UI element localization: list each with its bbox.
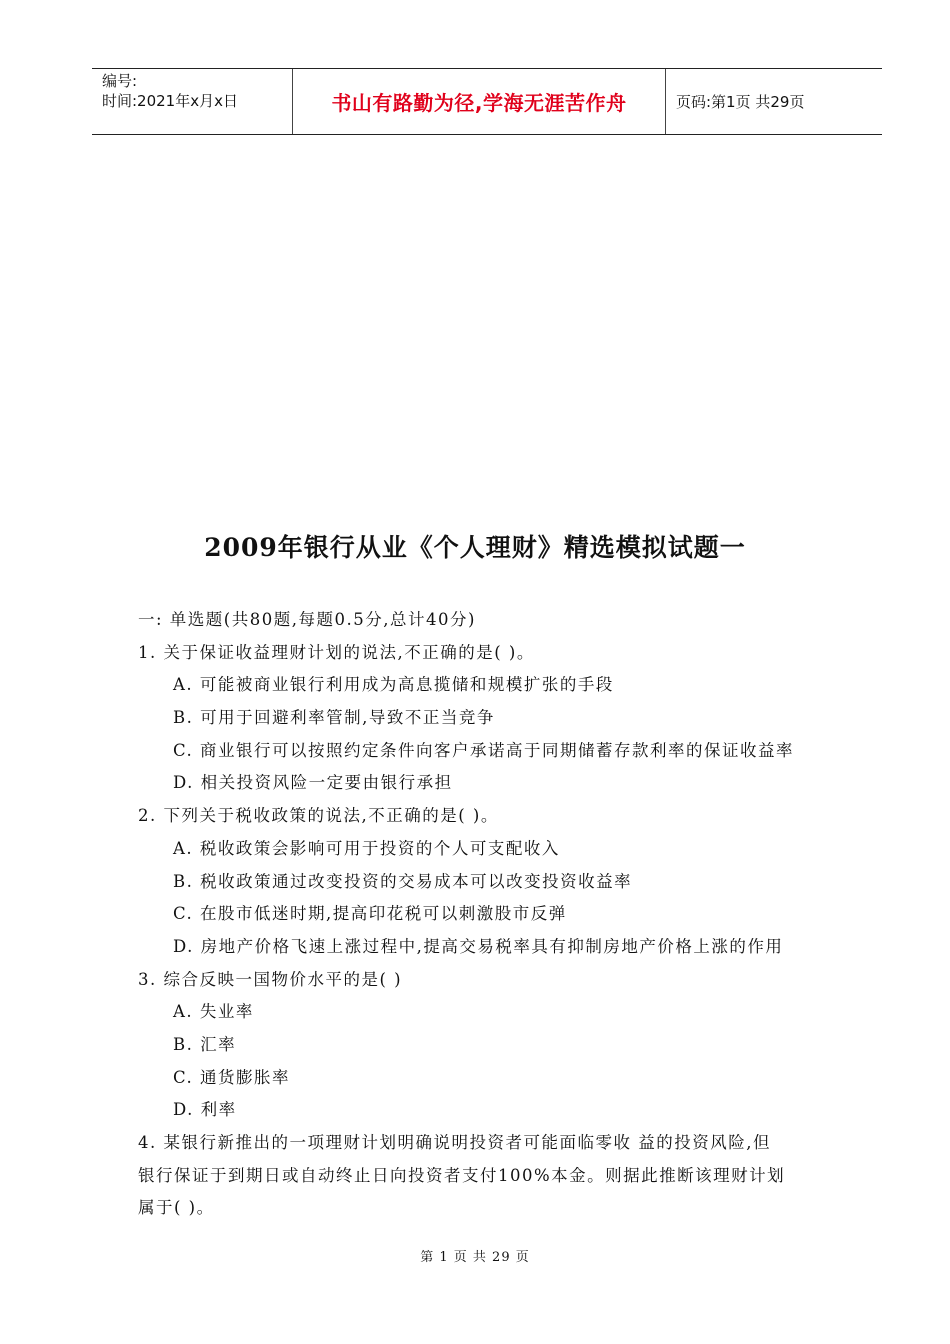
document-title: 2009年银行从业《个人理财》精选模拟试题一 bbox=[204, 533, 746, 562]
question-2 bbox=[138, 800, 838, 963]
option-c: C. 商业银行可以按照约定条件向客户承诺高于同期储蓄存款利率的保证收益率 bbox=[173, 740, 795, 760]
option-c: C. 在股市低迷时期,提高印花税可以刺激股市反弹 bbox=[173, 904, 567, 924]
option-a: A. 税收政策会影响可用于投资的个人可支配收入 bbox=[173, 838, 560, 858]
question-4-line-1: 4. 某银行新推出的一项理财计划明确说明投资者可能面临零收 益的投资风险,但 bbox=[138, 1133, 771, 1152]
option-b: B. 可用于回避利率管制,导致不正当竞争 bbox=[173, 708, 495, 728]
question-stem: 2. 下列关于税收政策的说法,不正确的是( )。 bbox=[138, 806, 499, 826]
question-1 bbox=[138, 637, 838, 800]
exam-content bbox=[138, 604, 838, 1225]
option-d: D. 房地产价格飞速上涨过程中,提高交易税率具有抑制房地产价格上涨的作用 bbox=[173, 936, 784, 956]
question-stem: 3. 综合反映一国物价水平的是( ) bbox=[138, 969, 403, 989]
header-page-info-cell bbox=[666, 69, 882, 134]
header-page-info: 页码:第1页 共29页 bbox=[676, 93, 805, 111]
time-label: 时间:2021年x月x日 bbox=[102, 92, 238, 110]
header-meta bbox=[92, 69, 293, 134]
question-3 bbox=[138, 964, 838, 1127]
page-header bbox=[92, 68, 882, 135]
option-d: D. 相关投资风险一定要由银行承担 bbox=[173, 773, 453, 793]
section-heading: 一: 单选题(共80题,每题0.5分,总计40分) bbox=[138, 610, 476, 629]
question-stem: 1. 关于保证收益理财计划的说法,不正确的是( )。 bbox=[138, 642, 535, 662]
option-a: A. 可能被商业银行利用成为高息揽储和规模扩张的手段 bbox=[173, 675, 614, 695]
option-b: B. 税收政策通过改变投资的交易成本可以改变投资收益率 bbox=[173, 871, 633, 891]
question-4-line-2: 银行保证于到期日或自动终止日向投资者支付100%本金。则据此推断该理财计划 bbox=[138, 1165, 786, 1185]
header-motto: 书山有路勤为径,学海无涯苦作舟 bbox=[331, 91, 627, 115]
serial-number-label: 编号: bbox=[102, 72, 138, 90]
page-footer: 第 1 页 共 29 页 bbox=[420, 1250, 530, 1265]
option-b: B. 汇率 bbox=[173, 1034, 237, 1054]
question-4 bbox=[138, 1127, 838, 1225]
option-c: C. 通货膨胀率 bbox=[173, 1067, 291, 1087]
option-d: D. 利率 bbox=[173, 1100, 237, 1120]
option-a: A. 失业率 bbox=[173, 1002, 254, 1022]
question-4-line-3: 属于( )。 bbox=[138, 1198, 215, 1218]
header-motto-cell bbox=[293, 69, 666, 134]
